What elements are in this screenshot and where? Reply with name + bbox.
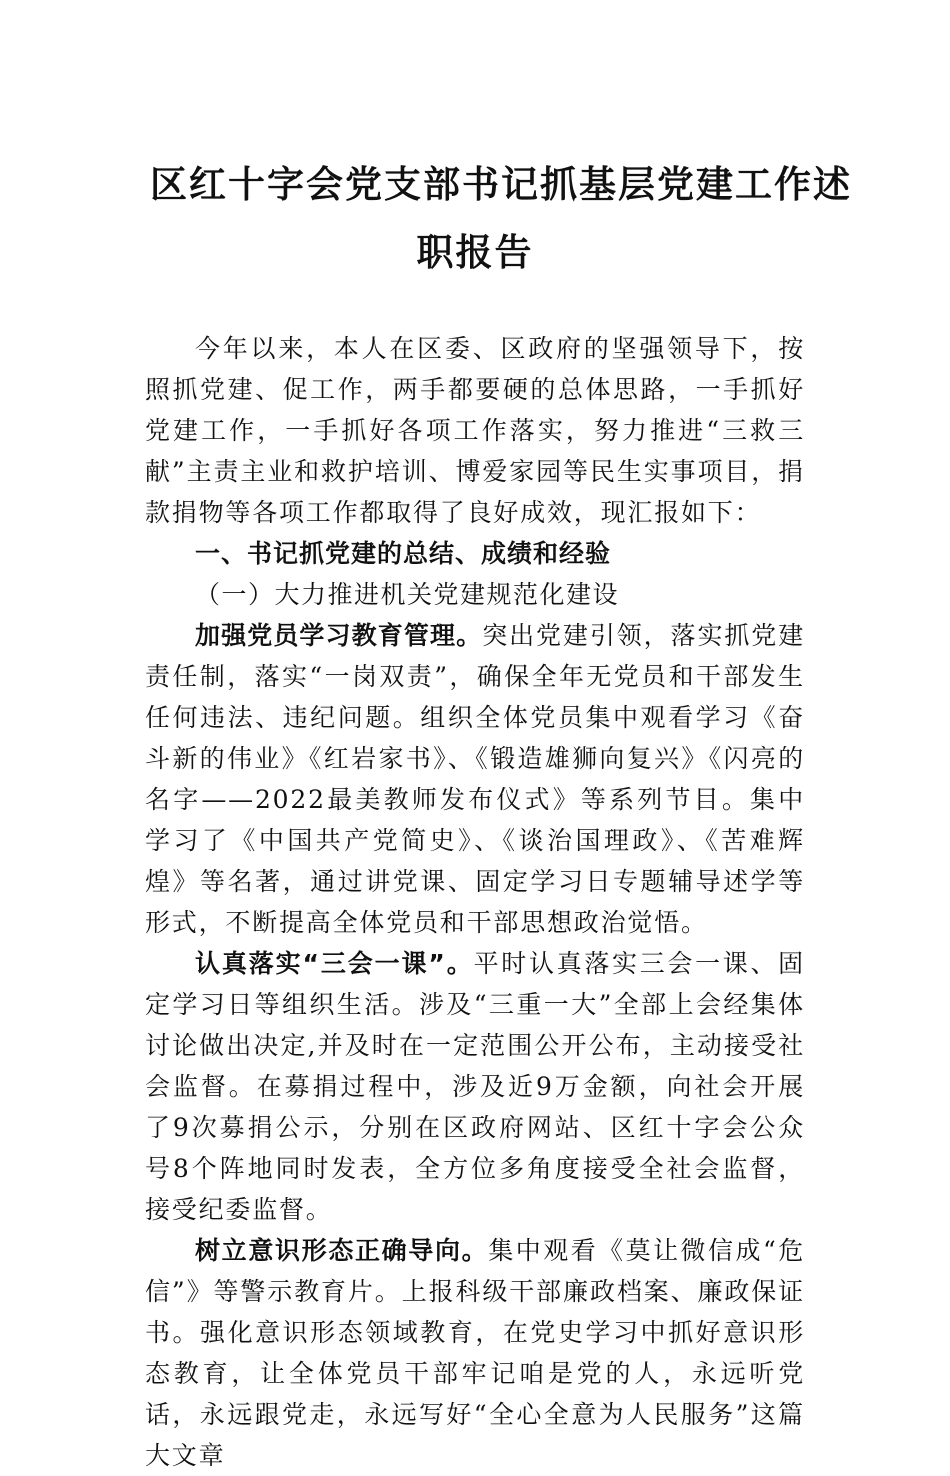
paragraph-text: 突出党建引领，落实抓党建责任制，落实“一岗双责”，确保全年无党员和干部发生任何违法、违纪问题。组织全体党员集中观看学习《奋斗新的伟业》《红岩家书》、《锻造雄狮向复兴》《闪亮的名字——2022最美教师发布仪式》等系列节目。集中学习了《中国共产党简史》、《谈治国理政》、《苦难辉煌》等名著，通过讲党课、固定学习日专题辅导述学等形式，不断提高全体党员和干部思想政治觉悟。 <box>145 621 805 937</box>
subsection-heading-1: （一）大力推进机关党建规范化建设 <box>195 580 620 609</box>
paragraph-text: 平时认真落实三会一课、固定学习日等组织生活。涉及“三重一大”全部上会经集体讨论做出决定,并及时在一定范围公开公布，主动接受社会监督。在募捐过程中，涉及近9万金额，向社会开展了9次募捐公示，分别在区政府网站、区红十字会公众号8个阵地同时发表，全方位多角度接受全社会监督，接受纪委监督。 <box>145 949 805 1224</box>
document-title-line-2: 职报告 <box>416 230 534 274</box>
paragraph-study-management <box>145 615 805 943</box>
document-title-line-1: 区红十字会党支部书记抓基层党建工作述 <box>150 162 852 206</box>
paragraph-lead: 加强党员学习教育管理。 <box>195 621 483 650</box>
paragraph-ideology-guidance <box>145 1230 805 1476</box>
paragraph-lead: 树立意识形态正确导向。 <box>195 1236 489 1265</box>
section-heading-1: 一、书记抓党建的总结、成绩和经验 <box>195 539 612 568</box>
document-body <box>145 328 805 1476</box>
paragraph-three-meetings <box>145 943 805 1230</box>
paragraph-text: 集中观看《莫让微信成“危信”》等警示教育片。上报科级干部廉政档案、廉政保证书。强化意识形态领域教育，在党史学习中抓好意识形态教育，让全体党员干部牢记咱是党的人，永远听党话，永远跟党走，永远写好“全心全意为人民服务”这篇大文章 <box>145 1236 805 1470</box>
paragraph-lead: 认真落实“三会一课”。 <box>195 949 474 978</box>
intro-paragraph: 今年以来，本人在区委、区政府的坚强领导下，按照抓党建、促工作，两手都要硬的总体思路，一手抓好党建工作，一手抓好各项工作落实，努力推进“三救三献”主责主业和救护培训、博爱家园等民生实事项目，捐款捐物等各项工作都取得了良好成效，现汇报如下： <box>145 334 805 527</box>
